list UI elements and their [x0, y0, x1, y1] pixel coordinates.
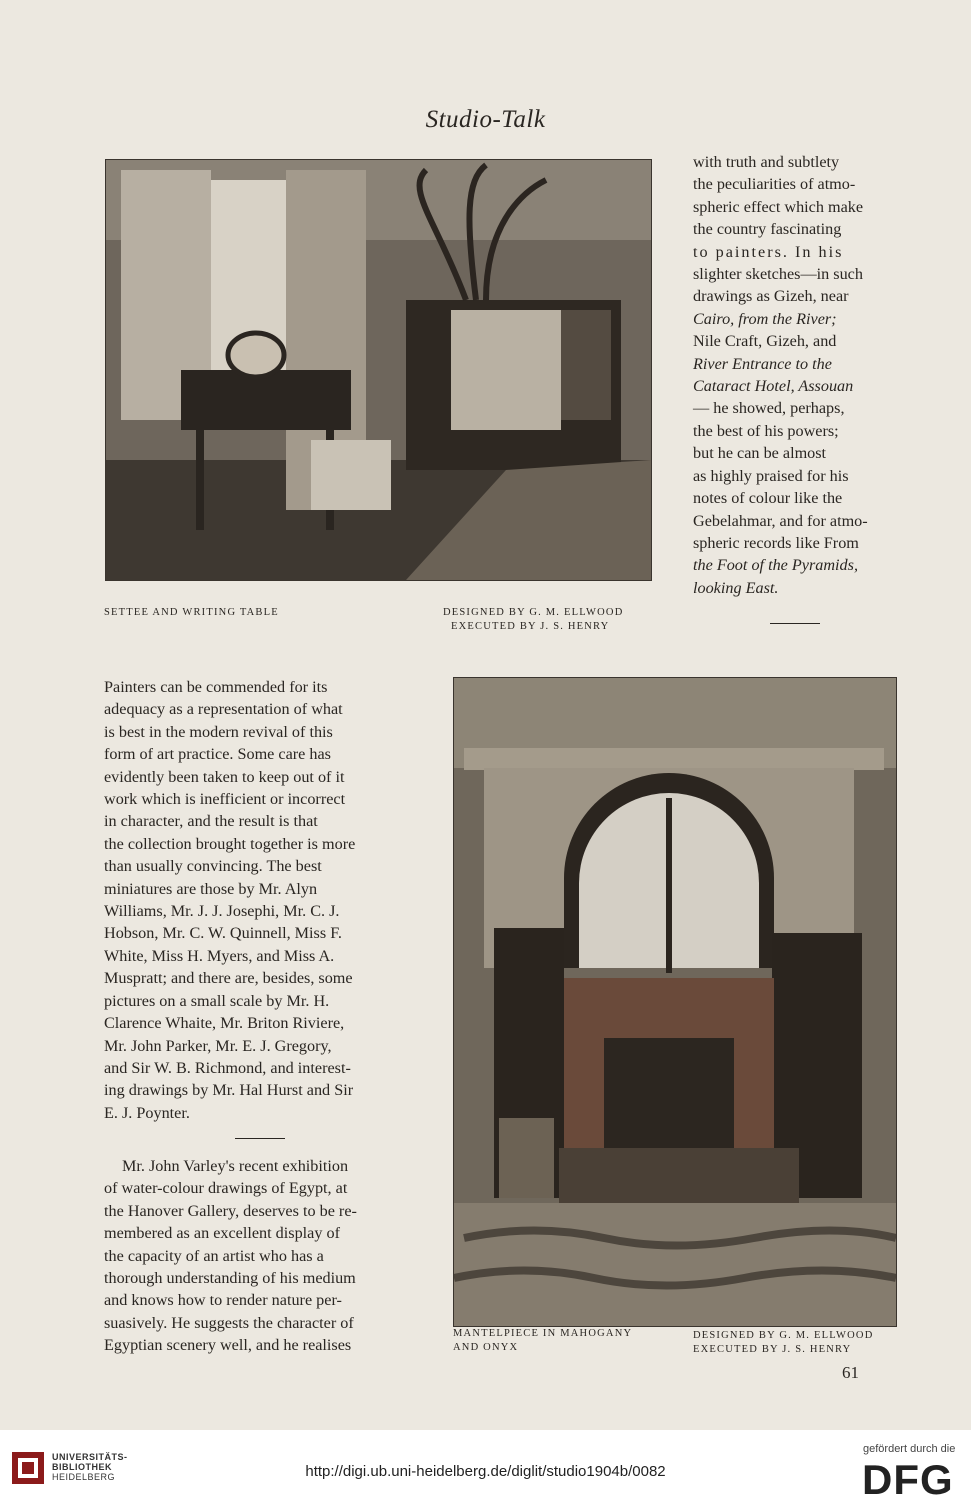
caption-settee-executor: EXECUTED BY J. S. HENRY: [451, 621, 610, 632]
text-line: River Entrance to the: [693, 354, 832, 373]
text-line: membered as an excellent display of: [104, 1224, 340, 1243]
digitization-footer: [0, 1430, 971, 1507]
text-line: — he showed, perhaps,: [693, 399, 845, 418]
settee-writing-table-image: [106, 160, 651, 580]
running-head: Studio-Talk: [425, 106, 546, 133]
source-url-link[interactable]: http://digi.ub.uni-heidelberg.de/diglit/studio1904b/0082: [305, 1463, 666, 1480]
text-line: Cataract Hotel, Assouan: [693, 377, 854, 396]
text-line: pictures on a small scale by Mr. H.: [104, 991, 330, 1010]
photo-mantelpiece: [453, 677, 897, 1327]
text-line: Mr. John Varley's recent exhibition: [122, 1157, 349, 1175]
left-column-text-para2: [104, 1155, 404, 1357]
text-line: of water-colour drawings of Egypt, at: [104, 1179, 348, 1198]
text-line: miniatures are those by Mr. Alyn: [104, 879, 318, 898]
caption-mantel-left-2: AND ONYX: [453, 1342, 519, 1353]
text-line: with truth and subtlety: [693, 153, 840, 171]
text-line: slighter sketches—in such: [693, 265, 863, 284]
text-line: ing drawings by Mr. Hal Hurst and Sir: [104, 1081, 354, 1100]
left-column-text-para1: [104, 676, 404, 1124]
text-line: as highly praised for his: [693, 466, 849, 485]
text-line: Muspratt; and there are, besides, some: [104, 969, 353, 988]
text-line: spheric records like From: [693, 533, 859, 552]
text-line: the collection brought together is more: [104, 834, 356, 853]
section-rule-right: [770, 623, 820, 624]
text-line: is best in the modern revival of this: [104, 722, 333, 741]
page-number: 61: [842, 1363, 859, 1382]
text-line: the country fascinating: [693, 220, 842, 239]
caption-mantel-executor: EXECUTED BY J. S. HENRY: [693, 1344, 852, 1355]
text-line: E. J. Poynter.: [104, 1103, 190, 1122]
right-column-text: [693, 151, 900, 599]
text-line: and knows how to render nature per-: [104, 1291, 342, 1310]
text-line: suasively. He suggests the character of: [104, 1313, 354, 1332]
text-line: the capacity of an artist who has a: [104, 1246, 324, 1265]
photo-settee-writing-table: [105, 159, 652, 581]
text-line: the peculiarities of atmo-: [693, 175, 856, 194]
text-line: work which is inefficient or incorrect: [104, 790, 346, 809]
text-line: White, Miss H. Myers, and Miss A.: [104, 946, 335, 965]
text-line: the Foot of the Pyramids,: [693, 556, 858, 575]
text-line: Gebelahmar, and for atmo-: [693, 511, 868, 530]
library-name-line: UNIVERSITÄTS-: [52, 1452, 128, 1462]
text-line: looking East.: [693, 578, 779, 597]
text-line: and Sir W. B. Richmond, and interest-: [104, 1058, 351, 1077]
text-line: Williams, Mr. J. J. Josephi, Mr. C. J.: [104, 902, 340, 921]
text-line: in character, and the result is that: [104, 812, 318, 831]
caption-settee-left: SETTEE AND WRITING TABLE: [104, 607, 279, 618]
caption-mantel-left-1: MANTELPIECE IN MAHOGANY: [453, 1328, 633, 1339]
text-line: evidently been taken to keep out of it: [104, 767, 345, 786]
text-line: than usually convincing. The best: [104, 857, 322, 876]
text-line: Nile Craft, Gizeh, and: [693, 332, 837, 351]
caption-settee-designer: DESIGNED BY G. M. ELLWOOD: [443, 607, 624, 618]
text-line: drawings as Gizeh, near: [693, 287, 849, 306]
text-line: the Hanover Gallery, deserves to be re-: [104, 1201, 357, 1220]
text-line: Hobson, Mr. C. W. Quinnell, Miss F.: [104, 924, 342, 943]
library-name-line: BIBLIOTHEK: [52, 1462, 112, 1472]
text-line: adequacy as a representation of what: [104, 700, 343, 719]
funded-by-label: gefördert durch die: [863, 1443, 956, 1455]
text-line: Mr. John Parker, Mr. E. J. Gregory,: [104, 1036, 332, 1055]
library-name-line: HEIDELBERG: [52, 1472, 116, 1482]
section-rule-left: [235, 1138, 285, 1139]
text-line: form of art practice. Some care has: [104, 745, 331, 764]
text-line: to painters. In his: [693, 242, 844, 261]
text-line: Cairo, from the River;: [693, 309, 837, 328]
text-line: thorough understanding of his medium: [104, 1269, 356, 1288]
text-line: Clarence Whaite, Mr. Briton Riviere,: [104, 1014, 345, 1033]
dfg-logo: DFG: [862, 1456, 954, 1503]
text-line: Egyptian scenery well, and he realises: [104, 1336, 352, 1355]
mantelpiece-image: [454, 678, 896, 1326]
text-line: Painters can be commended for its: [104, 678, 328, 696]
text-line: but he can be almost: [693, 444, 827, 463]
text-line: notes of colour like the: [693, 489, 843, 508]
text-line: spheric effect which make: [693, 197, 864, 216]
caption-mantel-designer: DESIGNED BY G. M. ELLWOOD: [693, 1330, 874, 1341]
text-line: the best of his powers;: [693, 421, 839, 440]
